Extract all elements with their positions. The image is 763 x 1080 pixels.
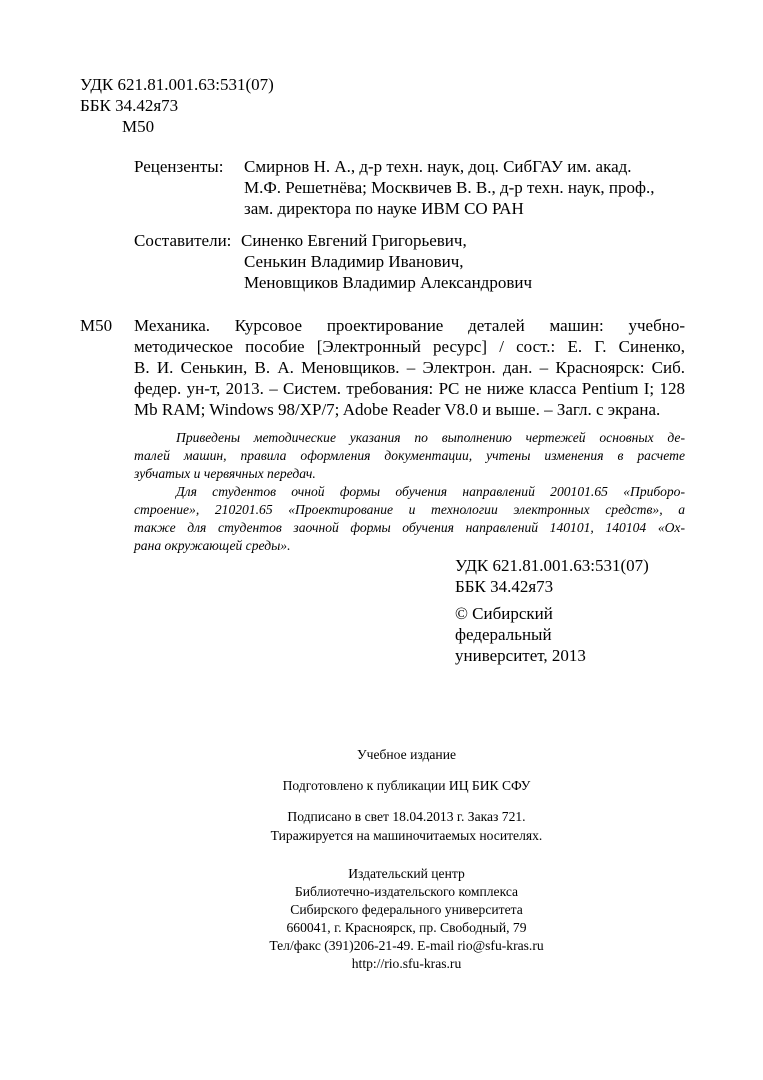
publisher-line-2: Библиотечно-издательского комплекса [294,884,519,899]
annotation-p2-line-1: Для студентов очной формы обучения направлений 200101.65 «Приборо- [176,484,685,499]
publisher-line-1: Издательский центр [348,866,465,881]
annotation-p1-line-2: талей машин, правила оформления документации, учтены изменения в расчете [134,448,685,463]
distributed-line: Тиражируется на машиночитаемых носителях. [270,828,543,843]
publisher-contacts: Тел/факс (391)206-21-49. E-mail rio@sfu-kras.ru [269,938,544,953]
bibliographic-line-5: Mb RAM; Windows 98/XP/7; Adobe Reader V8.0 и выше. – Загл. с экрана. [134,400,661,419]
prepared-line: Подготовлено к публикации ИЦ БИК СФУ [282,778,531,793]
compilers-line-2: Сенькин Владимир Иванович, [244,252,464,271]
publisher-line-3: Сибирского федерального университета [290,902,523,917]
copyright-line-1: © Сибирский [455,604,553,623]
signed-line: Подписано в свет 18.04.2013 г. Заказ 721. [287,809,526,824]
reviewers-line-2: М.Ф. Решетнёва; Москвичев В. В., д-р техн. наук, проф., [244,178,655,197]
copyright-line-3: университет, 2013 [455,646,586,665]
right-bbk: ББК 34.42я73 [455,577,554,596]
bibliographic-line-2: методическое пособие [Электронный ресурс] / сост.: Е. Г. Синенко, [134,337,685,356]
bibliographic-line-3: В. И. Сенькин, В. А. Меновщиков. – Электрон. дан. – Красноярск: Сиб. [134,358,685,377]
annotation-p2-line-2: строение», 210201.65 «Проектирование и технологии электронных средств», а [134,502,685,517]
compilers-label: Составители: [134,231,232,250]
annotation-p2-line-4: рана окружающей среды». [134,538,291,553]
udk-line: УДК 621.81.001.63:531(07) [80,75,274,94]
right-udk: УДК 621.81.001.63:531(07) [455,556,649,575]
annotation-p2-line-3: также для студентов заочной формы обучения направлений 140101, 140104 «Ох- [134,520,685,535]
copyright-line-2: федеральный [455,625,552,644]
bibliographic-code: М50 [80,316,113,335]
bibliographic-line-1: Механика. Курсовое проектирование деталей машин: учебно- [134,316,685,335]
bbk-line: ББК 34.42я73 [80,96,179,115]
publisher-address: 660041, г. Красноярск, пр. Свободный, 79 [286,920,527,935]
annotation-p1-line-3: зубчатых и червячных передач. [134,466,316,481]
author-mark: М50 [122,117,155,136]
compilers-line-1: Синенко Евгений Григорьевич, [241,231,467,250]
reviewers-line-3: зам. директора по науке ИВМ СО РАН [244,199,524,218]
reviewers-label: Рецензенты: [134,157,224,176]
edition-type: Учебное издание [356,747,456,762]
compilers-line-3: Меновщиков Владимир Александрович [244,273,533,292]
publisher-website: http://rio.sfu-kras.ru [351,956,462,971]
reviewers-line-1: Смирнов Н. А., д-р техн. наук, доц. СибГАУ им. акад. [244,157,632,176]
annotation-p1-line-1: Приведены методические указания по выполнению чертежей основных де- [176,430,685,445]
bibliographic-line-4: федер. ун-т, 2013. – Систем. требования: PC не ниже класса Pentium I; 128 [134,379,685,398]
